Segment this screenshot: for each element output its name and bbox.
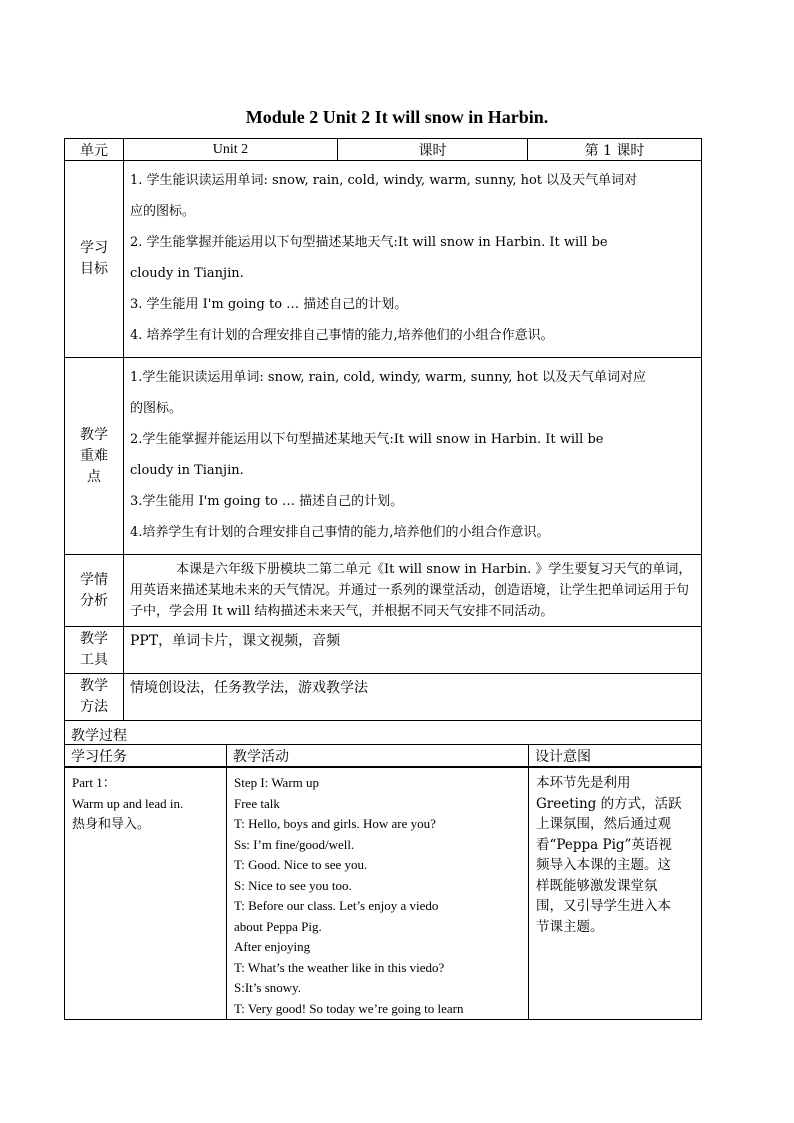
key-point-line: 4.培养学生有计划的合理安排自己事情的能力,培养他们的小组合作意识。	[130, 525, 550, 540]
process-table	[64, 744, 702, 1020]
objective-line: 2. 学生能掌握并能运用以下句型描述某地天气:It will snow in Harbin. It will be	[130, 235, 608, 250]
methods-label	[65, 674, 124, 721]
objective-line: 4. 培养学生有计划的合理安排自己事情的能力,培养他们的小组合作意识。	[130, 328, 554, 343]
objective-line: 应的图标。	[130, 204, 196, 219]
methods-row	[65, 674, 702, 721]
key-points-label-text: 教学重难点	[79, 426, 108, 485]
activity-line: S: Nice to see you too.	[234, 877, 352, 893]
analysis-row	[65, 555, 702, 627]
process-body-row	[65, 767, 702, 1020]
key-points-row	[65, 358, 702, 555]
lesson-info-table	[64, 138, 702, 768]
activity-line: After enjoying	[234, 939, 311, 954]
activity-line: Ss: I’m fine/good/well.	[234, 836, 355, 852]
key-point-line: 1.学生能识读运用单词: snow, rain, cold, windy, warm, sunny, hot 以及天气单词对应	[130, 370, 647, 385]
task-line: Part 1：	[72, 775, 116, 790]
process-label: 教学过程	[65, 721, 702, 768]
page-title: Module 2 Unit 2 It will snow in Harbin.	[245, 107, 549, 127]
activity-line: T: Hello, boys and girls. How are you?	[234, 816, 436, 831]
key-point-line: 的图标。	[130, 401, 183, 416]
objectives-row	[65, 161, 702, 358]
methods-content: 情境创设法，任务教学法，游戏教学法	[124, 674, 702, 721]
activity-line: T: Good. Nice to see you.	[234, 857, 368, 872]
analysis-text: 本课是六年级下册模块二第二单元《It will snow in Harbin. 》学生要复习天气的单词，用英语来描述某地未来的天气情况。并通过一系列的课堂活动，创造语境，让学生把单词运用于句子中，学会用 It will 结构描述未来天气，并根据不同天气安排不同活动。	[130, 562, 692, 619]
objective-line: 1. 学生能识读运用单词: snow, rain, cold, windy, warm, sunny, hot 以及天气单词对	[130, 173, 638, 188]
activity-header: 教学活动	[227, 745, 529, 767]
objective-line: cloudy in Tianjin.	[130, 266, 244, 281]
activity-line: T: Before our class. Let’s enjoy a viedo	[234, 898, 439, 913]
tools-label	[65, 627, 124, 674]
analysis-content	[124, 555, 702, 627]
intent-header: 设计意图	[529, 745, 702, 767]
unit-label: 单元	[65, 139, 124, 161]
analysis-label	[65, 555, 124, 627]
intent-line: 围，又引导学生进入本	[536, 898, 671, 914]
key-point-line: 3.学生能用 I'm going to … 描述自己的计划。	[130, 494, 404, 509]
activity-line: about Peppa Pig.	[234, 918, 322, 934]
intent-line: 节课主题。	[536, 918, 604, 935]
task-line: 热身和导入。	[72, 816, 151, 831]
header-row	[65, 139, 702, 161]
activity-line: S:It’s snowy.	[234, 980, 302, 995]
key-point-line: cloudy in Tianjin.	[130, 463, 244, 478]
intent-line: 频导入本课的主题。这	[536, 857, 671, 873]
objectives-content	[124, 161, 702, 358]
activity-line: T: What’s the weather like in this viedo?	[234, 959, 445, 975]
lesson-value: 第 1 课时	[528, 139, 702, 161]
tools-label-text: 教学工具	[79, 631, 108, 668]
lesson-label: 课时	[338, 139, 528, 161]
intent-cell	[529, 767, 702, 1020]
objectives-label	[65, 161, 124, 358]
methods-label-text: 教学方法	[79, 678, 108, 715]
activity-line: Step I: Warm up	[234, 775, 320, 790]
intent-line: 样既能够激发课堂氛	[536, 877, 658, 894]
task-cell	[65, 767, 227, 1020]
unit-value: Unit 2	[124, 139, 338, 161]
intent-line: 看“Peppa Pig”英语视	[536, 836, 672, 853]
objective-line: 3. 学生能用 I'm going to … 描述自己的计划。	[130, 297, 408, 312]
process-header-row	[65, 745, 702, 767]
activity-line: Free talk	[234, 795, 280, 811]
intent-line: 上课氛围，然后通过观	[536, 816, 671, 832]
key-point-line: 2.学生能掌握并能运用以下句型描述某地天气:It will snow in Harbin. It will be	[130, 432, 604, 447]
task-header: 学习任务	[65, 745, 227, 767]
key-points-content	[124, 358, 702, 555]
tools-row	[65, 627, 702, 674]
intent-line: Greeting 的方式，活跃	[536, 795, 682, 812]
task-line: Warm up and lead in.	[72, 795, 184, 811]
activity-cell	[227, 767, 529, 1020]
analysis-label-text: 学情分析	[79, 571, 108, 609]
activity-line: T: Very good! So today we’re going to learn	[234, 1000, 464, 1016]
tools-content: PPT，单词卡片，课文视频，音频	[124, 627, 702, 674]
intent-line: 本环节先是利用	[536, 775, 631, 791]
key-points-label	[65, 358, 124, 555]
objectives-label-text: 学习目标	[79, 240, 108, 277]
